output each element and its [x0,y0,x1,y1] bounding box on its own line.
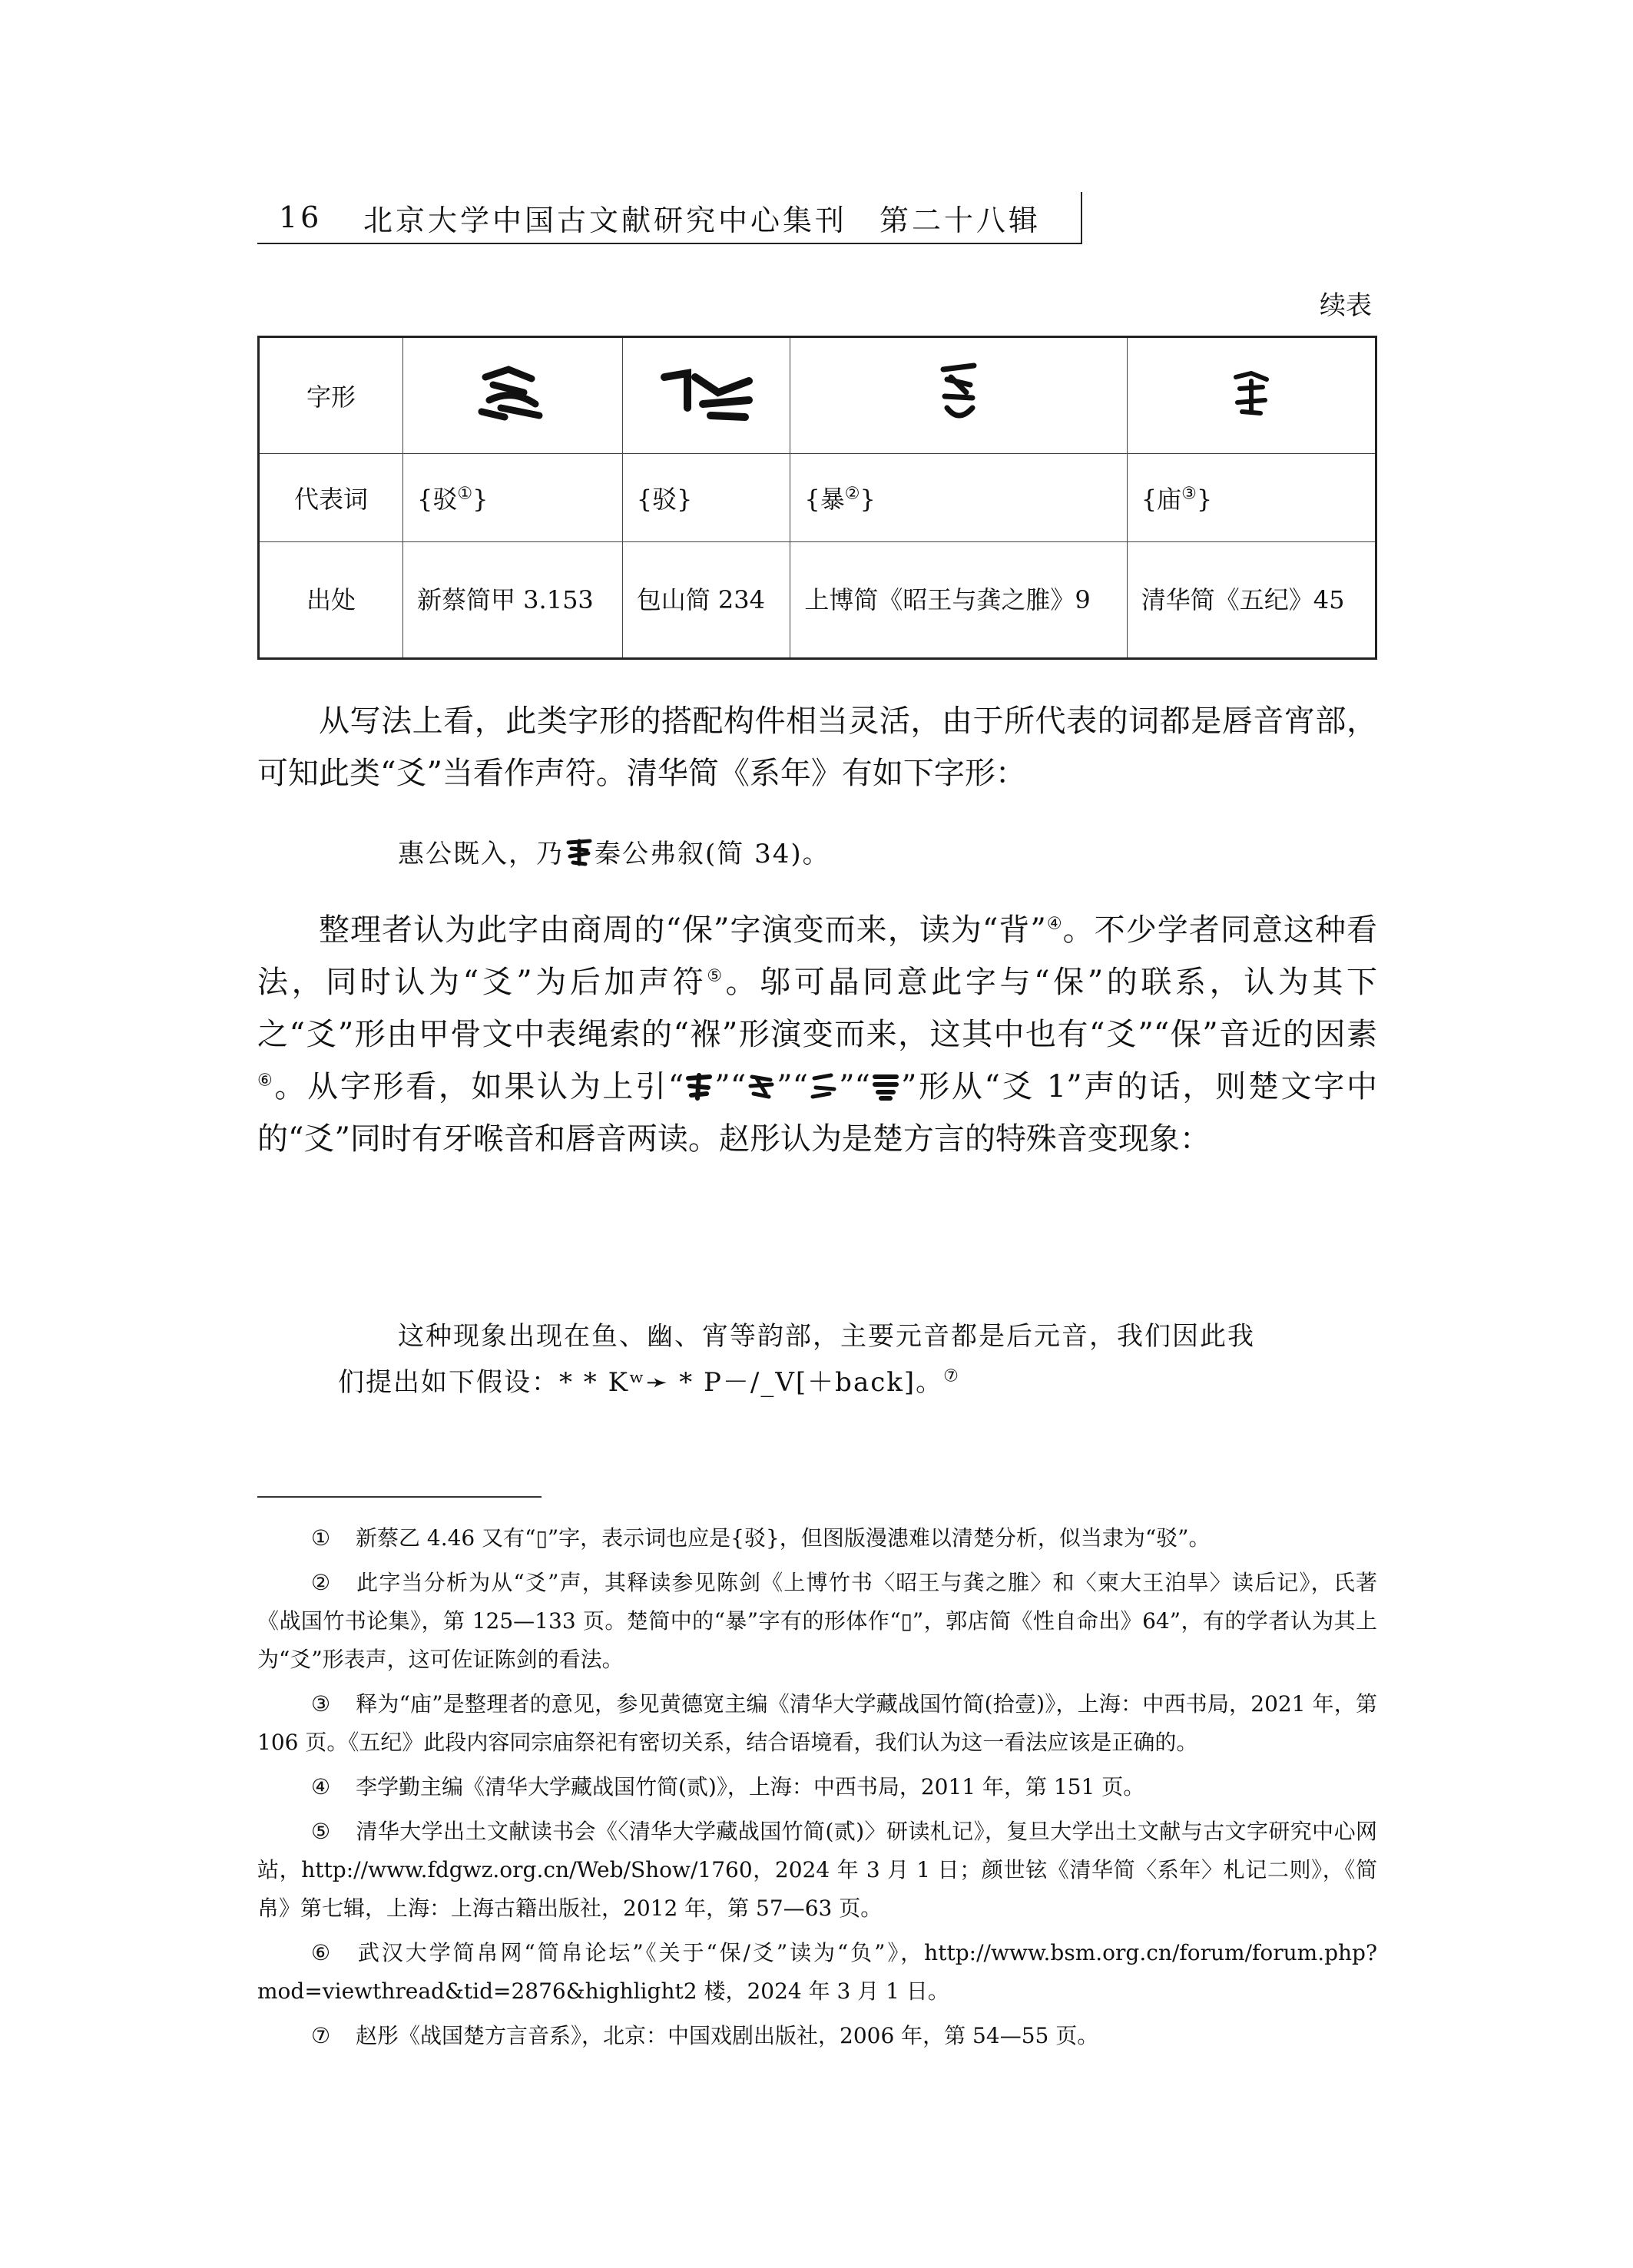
footnote: ⑥ 武汉大学简帛网“简帛论坛”《关于“保/爻”读为“负”》，http://www.bsm.org.cn/forum/forum.php? mod=viewthread&tid=2876&highlight2 楼，2024 年 3 月 1 日。 [257,1940,1377,2004]
ancient-glyph-image [746,1071,777,1101]
row-header: 字形 [259,337,403,454]
table-row [259,337,1376,454]
table-row [259,454,1376,542]
ancient-glyph-image [470,362,555,423]
body-paragraph: 整理者认为此字由商周的“保”字演变而来，读为“背”④。不少学者同意这种看法，同时认为“爻”为后加声符⑤。邬可晶同意此字与“保”的联系，认为其下之“爻”形由甲骨文中表绳索的“褓”形演变而来，这其中也有“爻”“保”音近的因素⑥。从字形看，如果认为上引“ ”“ ”“ ”“ ”形从“爻 1”声的话，则楚文字中的“爻”同时有牙喉音和唇音两读。赵彤认为是楚方言的特殊音变现象： [257,912,1378,1157]
glyph-image-cell [1127,337,1376,454]
character-forms-table [257,336,1377,660]
footnote-divider [257,1496,542,1498]
table-cell: {驳} [622,454,790,542]
footnote: ④ 李学勤主编《清华大学藏战国竹简(贰)》，上海：中西书局，2011 年，第 151 页。 [311,1774,1145,1800]
ancient-glyph-image [808,1071,839,1101]
ancient-glyph-image [564,836,595,867]
row-header: 出处 [259,542,403,659]
page-number: 16 [279,200,323,234]
ancient-glyph-image [684,1071,714,1101]
footnote: ② 此字当分析为从“爻”声，其释读参见陈剑《上博竹书〈昭王与龚之脽〉和〈柬大王泊旱〉读后记》，氏著《战国竹书论集》，第 125—133 页。楚简中的“暴”字有的形体作“▯”，郭店简《性自命出》64”，有的学者认为其上为“爻”形表声，这可佐证陈剑的看法。 [257,1570,1377,1672]
block-quote: 这种现象出现在鱼、幽、宵等韵部，主要元音都是后元音，我们因此我 们提出如下假设：* * Kʷ➛ * P－/_V[＋back]。⑦ [338,1321,1255,1398]
glyph-image-cell [622,337,790,454]
glyph-image-cell [403,337,623,454]
table-cell: 清华简《五纪》45 [1127,542,1376,659]
table-row [259,542,1376,659]
ancient-glyph-image [657,362,757,423]
table-cell: {庙③} [1127,454,1376,542]
table-cell: {驳①} [403,454,623,542]
ancient-glyph-image [936,358,982,427]
table-cell: 新蔡简甲 3.153 [403,542,623,659]
block-quote: 惠公既入，乃 秦公弗叙(简 34)。 [398,831,830,877]
journal-title: 北京大学中国古文献研究中心集刊 第二十八辑 [363,203,1042,237]
glyph-image-cell [790,337,1127,454]
ancient-glyph-image [1228,366,1274,419]
footnotes [257,1519,1377,2061]
running-header [257,192,1082,244]
ancient-glyph-image [870,1071,901,1101]
table-continued-label: 续表 [1320,290,1372,321]
row-header: 代表词 [259,454,403,542]
footnote: ⑦ 赵彤《战国楚方言音系》，北京：中国戏剧出版社，2006 年，第 54—55 页。 [311,2023,1099,2048]
table-cell: 包山简 234 [622,542,790,659]
table-cell: 上博简《昭王与龚之脽》9 [790,542,1127,659]
footnote: ⑤ 清华大学出土文献读书会《〈清华大学藏战国竹简(贰)〉研读札记》，复旦大学出土文献与古文字研究中心网站，http://www.fdgwz.org.cn/Web/Show/1760，2024 年 3 月 1 日；颜世铉《清华简〈系年〉札记二则》，《简帛》第七辑，上海：上海古籍出版社，2012 年，第 57—63 页。 [257,1819,1377,1921]
footnote: ③ 释为“庙”是整理者的意见，参见黄德宽主编《清华大学藏战国竹简(拾壹)》，上海：中西书局，2021 年，第 106 页。《五纪》此段内容同宗庙祭祀有密切关系，结合语境看，我们认为这一看法应该是正确的。 [257,1691,1377,1755]
footnote: ① 新蔡乙 4.46 又有“▯”字，表示词也应是{驳}，但图版漫漶难以清楚分析，似当隶为“驳”。 [311,1525,1211,1551]
table-cell: {暴②} [790,454,1127,542]
body-paragraph: 从写法上看，此类字形的搭配构件相当灵活，由于所代表的词都是唇音宵部，可知此类“爻”当看作声符。清华简《系年》有如下字形： [257,704,1377,791]
